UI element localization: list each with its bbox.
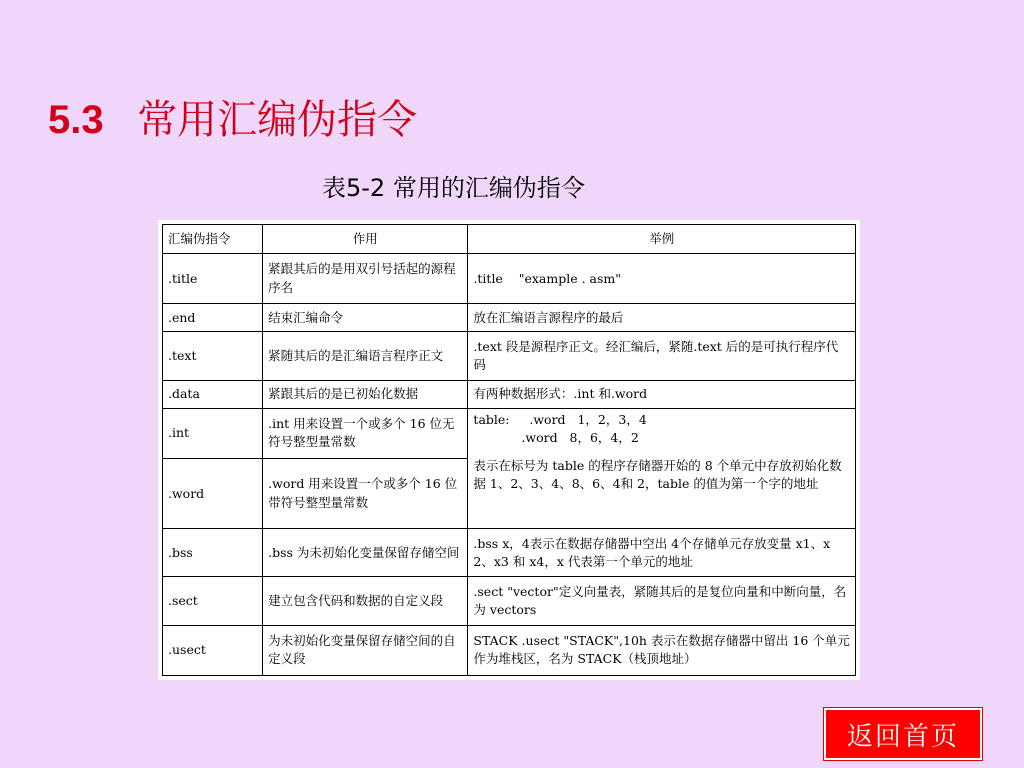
table-header-row — [163, 225, 856, 254]
table-row — [163, 625, 856, 675]
section-title: 常用汇编伪指令 — [137, 97, 418, 143]
purpose-cell: 紧跟其后的是用双引号括起的源程序名 — [263, 254, 468, 304]
purpose-cell: 紧跟其后的是已初始化数据 — [263, 380, 468, 408]
example-cell: .sect "vector"定义向量表，紧随其后的是复位向量和中断向量，名为 vectors — [468, 577, 856, 625]
example-cell: 放在汇编语言源程序的最后 — [468, 304, 856, 332]
directive-cell: .text — [163, 332, 263, 380]
section-number: 5.3 — [48, 98, 104, 142]
directive-cell: .int — [163, 408, 263, 458]
table-row — [163, 380, 856, 408]
directive-cell: .end — [163, 304, 263, 332]
example-line: table: .word 1，2，3，4 — [473, 411, 647, 427]
purpose-cell: .int 用来设置一个或多个 16 位无符号整型量常数 — [263, 408, 468, 458]
purpose-cell: 建立包含代码和数据的自定义段 — [263, 577, 468, 625]
purpose-cell: 结束汇编命令 — [263, 304, 468, 332]
directive-cell: .word — [163, 458, 263, 528]
example-cell: .text 段是源程序正文。经汇编后，紧随.text 后的是可执行程序代码 — [468, 332, 856, 380]
table-container — [158, 220, 860, 680]
spacer — [473, 447, 850, 457]
table-row — [163, 332, 856, 380]
purpose-cell: .bss 为未初始化变量保留存储空间 — [263, 529, 468, 577]
purpose-cell: 紧随其后的是汇编语言程序正文 — [263, 332, 468, 380]
example-line: .word 8，6，4，2 — [521, 429, 639, 445]
directive-cell: .title — [163, 254, 263, 304]
example-cell: .bss x，4表示在数据存储器中空出 4个存储单元存放变量 x1、x2、x3 和 x4，x 代表第一个单元的地址 — [468, 529, 856, 577]
table-row — [163, 408, 856, 458]
example-cell: 有两种数据形式：.int 和.word — [468, 380, 856, 408]
section-heading — [48, 97, 418, 143]
directive-cell: .bss — [163, 529, 263, 577]
table-caption: 表5-2 常用的汇编伪指令 — [322, 174, 585, 202]
example-cell: STACK .usect "STACK",10h 表示在数据存储器中留出 16 个单元作为堆栈区，名为 STACK（栈顶地址） — [468, 625, 856, 675]
example-cell-merged — [468, 408, 856, 529]
directive-cell: .sect — [163, 577, 263, 625]
table-row — [163, 304, 856, 332]
column-header-directive: 汇编伪指令 — [163, 225, 263, 254]
purpose-cell: 为未初始化变量保留存储空间的自定义段 — [263, 625, 468, 675]
purpose-cell: .word 用来设置一个或多个 16 位带符号整型量常数 — [263, 458, 468, 528]
directive-cell: .usect — [163, 625, 263, 675]
table-row — [163, 529, 856, 577]
table-row — [163, 577, 856, 625]
example-line: 表示在标号为 table 的程序存储器开始的 8 个单元中存放初始化数据 1、2、3、4、8、6、4和 2，table 的值为第一个字的地址 — [473, 457, 842, 492]
directives-table — [162, 224, 856, 676]
directive-cell: .data — [163, 380, 263, 408]
table-row — [163, 254, 856, 304]
example-cell: .title "example . asm" — [468, 254, 856, 304]
return-home-button[interactable]: 返回首页 — [824, 708, 982, 760]
column-header-example: 举例 — [468, 225, 856, 254]
column-header-purpose: 作用 — [263, 225, 468, 254]
